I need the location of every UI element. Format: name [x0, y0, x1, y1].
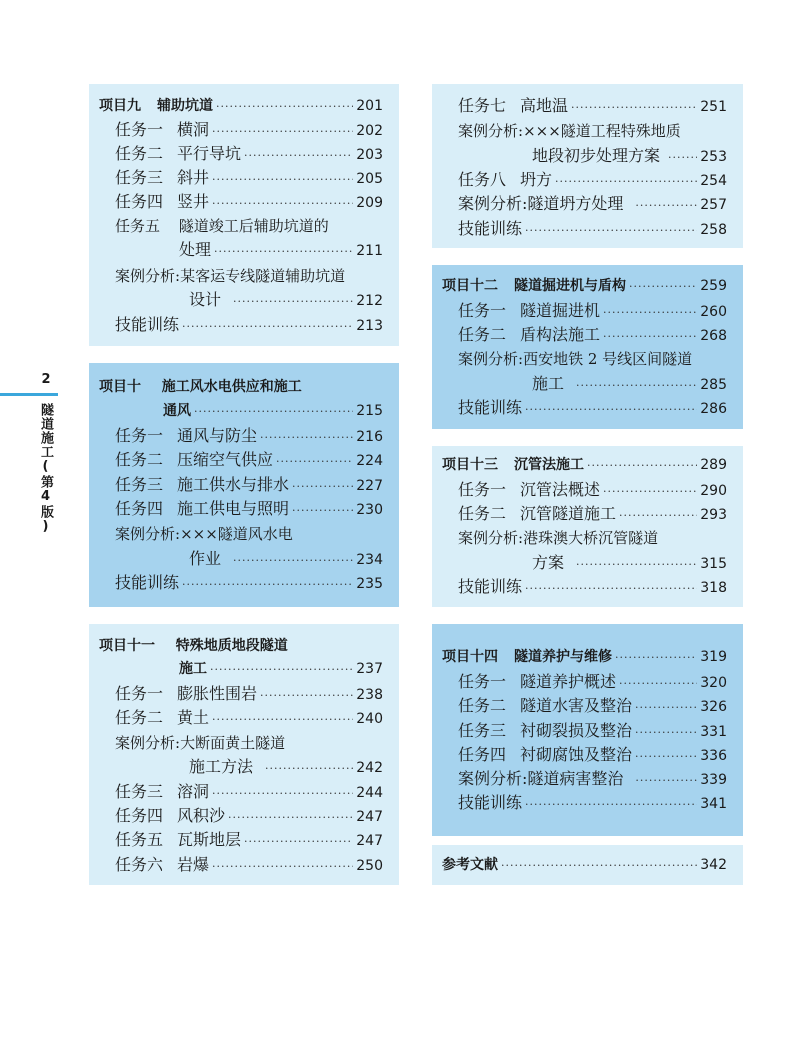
toc-entry-case[interactable]: 案例分析:港珠澳大桥沉管隧道 — [458, 529, 659, 547]
toc-entry-project-14[interactable]: 项目十四 隧道养护与维修 ····· 319 — [442, 645, 727, 669]
toc-entry-project-11-cont[interactable]: 施工 ····· 237 — [179, 657, 383, 681]
toc-entry-project-9[interactable]: 项目九 辅助坑道 ····· 201 — [99, 94, 383, 118]
toc-entry-task[interactable]: 任务二 平行导坑 ····· 203 — [115, 142, 383, 166]
toc-entry-task[interactable]: 任务四 衬砌腐蚀及整治 ····· 336 — [458, 743, 727, 767]
toc-entry-case-cont[interactable]: 设计 ····· 212 — [189, 288, 383, 312]
side-accent-line — [0, 393, 58, 396]
toc-box-project-11 — [89, 624, 399, 885]
toc-entry-task[interactable]: 任务七 高地温 ····· 251 — [458, 94, 727, 118]
toc-entry-task[interactable]: 任务一 通风与防尘 ····· 216 — [115, 424, 383, 448]
toc-entry-task[interactable]: 任务二 盾构法施工 ····· 268 — [458, 323, 727, 347]
toc-box-project-13 — [432, 446, 743, 607]
toc-entry-case-cont[interactable]: 施工 ····· 285 — [532, 372, 727, 396]
toc-entry-skill[interactable]: 技能训练 ····· 213 — [115, 313, 383, 337]
toc-entry-case-cont[interactable]: 施工方法 ····· 242 — [189, 755, 383, 779]
toc-entry-task[interactable]: 任务三 斜井 ····· 205 — [115, 166, 383, 190]
toc-box-project-10 — [89, 363, 399, 607]
toc-entry-skill[interactable]: 技能训练 ····· 318 — [458, 575, 727, 599]
toc-entry-task[interactable]: 任务三 衬砌裂损及整治 ····· 331 — [458, 719, 727, 743]
toc-entry-task[interactable]: 任务一 膨胀性围岩 ····· 238 — [115, 682, 383, 706]
toc-entry-case[interactable]: 案例分析:×××隧道工程特殊地质 — [458, 122, 681, 140]
toc-entry-project-10-cont[interactable]: 通风 ····· 215 — [163, 399, 383, 423]
toc-entry-project-11[interactable]: 项目十一 特殊地质地段隧道 — [99, 638, 288, 654]
toc-entry-task[interactable]: 任务二 隧道水害及整治 ····· 326 — [458, 694, 727, 718]
toc-entry-project-13[interactable]: 项目十三 沉管法施工 ····· 289 — [442, 453, 727, 477]
toc-entry-task[interactable]: 任务八 坍方 ····· 254 — [458, 168, 727, 192]
toc-entry-task[interactable]: 任务一 隧道掘进机 ····· 260 — [458, 299, 727, 323]
toc-entry-case-cont[interactable]: 方案 ····· 315 — [532, 551, 727, 575]
toc-entry-task[interactable]: 任务二 沉管隧道施工 ····· 293 — [458, 502, 727, 526]
toc-entry-task-cont[interactable]: 处理 ····· 211 — [179, 238, 383, 262]
toc-entry-references[interactable]: 参考文献 ····· 342 — [442, 853, 727, 877]
toc-entry-case[interactable]: 案例分析:某客运专线隧道辅助坑道 — [115, 267, 346, 285]
toc-entry-case-cont[interactable]: 地段初步处理方案 ····· 253 — [532, 144, 727, 168]
toc-box-project-14 — [432, 624, 743, 836]
toc-entry-case[interactable]: 案例分析 : 隧道病害整治 ····· 339 — [458, 767, 727, 791]
toc-entry-task[interactable]: 任务四 施工供电与照明 ····· 230 — [115, 497, 383, 521]
toc-entry-task[interactable]: 任务三 溶洞 ····· 244 — [115, 780, 383, 804]
toc-entry-case[interactable]: 案例分析:×××隧道风水电 — [115, 525, 293, 543]
toc-entry-case[interactable]: 案例分析:西安地铁 2 号线区间隧道 — [458, 350, 693, 368]
toc-box-references — [432, 845, 743, 885]
toc-entry-task[interactable]: 任务二 压缩空气供应 ····· 224 — [115, 448, 383, 472]
toc-entry-case-cont[interactable]: 作业 ····· 234 — [189, 547, 383, 571]
toc-entry-skill[interactable]: 技能训练 ····· 286 — [458, 396, 727, 420]
toc-entry-task[interactable]: 任务三 施工供水与排水 ····· 227 — [115, 473, 383, 497]
toc-box-project-12 — [432, 265, 743, 429]
toc-entry-task[interactable]: 任务五 隧道竣工后辅助坑道的 — [115, 217, 329, 235]
page-number: 2 — [41, 372, 51, 387]
toc-entry-task[interactable]: 任务四 竖井 ····· 209 — [115, 190, 383, 214]
toc-entry-task[interactable]: 任务一 沉管法概述 ····· 290 — [458, 478, 727, 502]
toc-entry-task[interactable]: 任务一 横洞 ····· 202 — [115, 118, 383, 142]
toc-entry-task[interactable]: 任务四 风积沙 ····· 247 — [115, 804, 383, 828]
toc-entry-project-10[interactable]: 项目十 施工风水电供应和施工 — [99, 379, 302, 395]
toc-entry-skill[interactable]: 技能训练 ····· 235 — [115, 571, 383, 595]
book-title-vertical: 隧道施工(第4版) — [38, 403, 53, 535]
toc-entry-task[interactable]: 任务六 岩爆 ····· 250 — [115, 853, 383, 877]
toc-entry-skill[interactable]: 技能训练 ····· 258 — [458, 217, 727, 241]
toc-entry-case[interactable]: 案例分析:大断面黄土隧道 — [115, 734, 286, 752]
toc-entry-task[interactable]: 任务二 黄土 ····· 240 — [115, 706, 383, 730]
toc-entry-project-12[interactable]: 项目十二 隧道掘进机与盾构 ····· 259 — [442, 274, 727, 298]
toc-entry-task[interactable]: 任务一 隧道养护概述 ····· 320 — [458, 670, 727, 694]
toc-entry-case[interactable]: 案例分析 : 隧道坍方处理 ····· 257 — [458, 192, 727, 216]
toc-entry-skill[interactable]: 技能训练 ····· 341 — [458, 791, 727, 815]
toc-entry-task[interactable]: 任务五 瓦斯地层 ····· 247 — [115, 828, 383, 852]
toc-box-project-11-continued — [432, 84, 743, 248]
toc-box-project-9 — [89, 84, 399, 346]
